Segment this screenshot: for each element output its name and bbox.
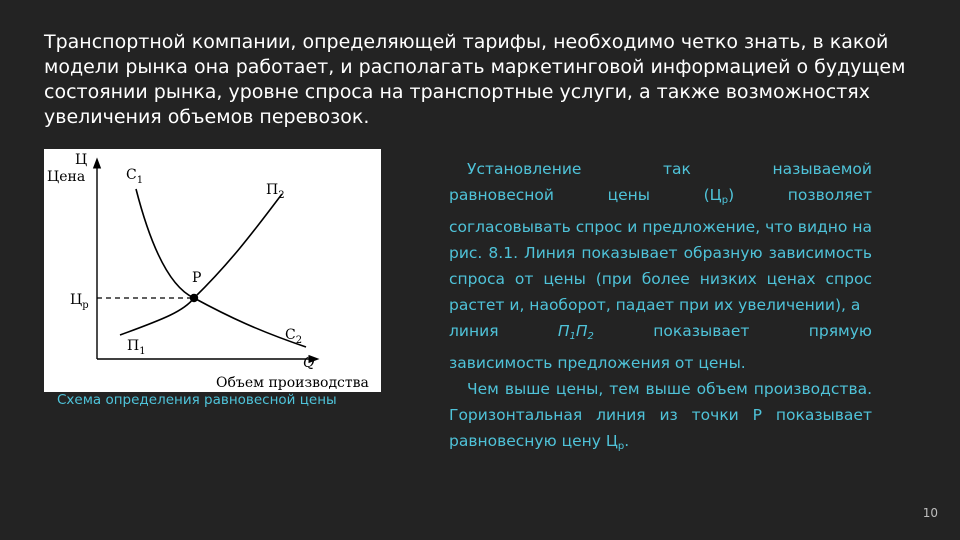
body-text (449, 156, 872, 460)
body-line-last: зависимость предложения от цены. (449, 354, 746, 372)
supply-demand-chart (44, 149, 381, 392)
supply-top-label: $П_2$ (266, 182, 285, 201)
y-axis-label: Цена (47, 169, 86, 185)
body-line-supply: линия $П_1П_2$ показывает прямую (449, 322, 872, 342)
slide-heading: Транспортной компании, определяющей тарифы, необходимо четко знать, в какой модели рынка она работает, и располагать маркетинговой информацией о будущем состоянии рынка, уровне спроса на транспортные услуги, а также возможностях увеличения объемов перевозок. (44, 31, 906, 128)
equilibrium-price-figure (44, 149, 381, 392)
point-label: P (192, 270, 202, 286)
equilibrium-point (190, 294, 198, 302)
y-axis-symbol: Ц (75, 152, 88, 168)
price-label: $Ц_р$ (70, 292, 89, 311)
figure-caption: Схема определения равновесной цены (57, 392, 337, 408)
demand-top-label: $C_1$ (126, 167, 144, 186)
supply-curve (120, 194, 282, 335)
demand-bottom-label: $C_2$ (285, 327, 303, 346)
body-paragraph-1: согласовывать спрос и предложение, что видно на рис. 8.1. Линия показывает образную зависимость спроса от цены (при более низких ценах спрос растет и, наоборот, падает при их увеличении), а (449, 218, 872, 314)
supply-bottom-label: $П_1$ (127, 338, 146, 357)
body-line-1: Установление так называемой (467, 160, 872, 178)
page-number: 10 (922, 506, 938, 520)
body-line-2: равновесной цены $(Ц_р)$ позволяет (449, 186, 872, 206)
x-axis-label: Объем производства (216, 375, 369, 391)
body-paragraph-2: Чем выше цены, тем выше объем производства. Горизонтальная линия из точки P показывает равновесную цену $Ц_р$. (449, 380, 872, 452)
demand-curve (136, 189, 306, 347)
x-axis-symbol: Q (303, 355, 315, 371)
